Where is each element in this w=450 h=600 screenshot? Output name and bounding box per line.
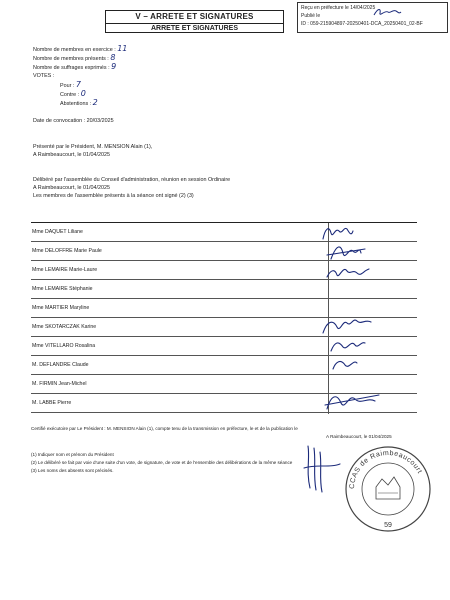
stamp-received-line: Reçu en préfecture le 14/04/2025 — [301, 5, 376, 11]
signature-row — [31, 394, 417, 413]
stamp-id-line: ID : 059-215904897-20250401-DCA_20250401_02-BF — [301, 21, 423, 27]
signatory-name: Mme MARTIER Maryline — [32, 305, 90, 311]
signature-row — [31, 223, 417, 242]
convocation-value: 20/03/2025 — [86, 118, 114, 124]
abstention-value: 2 — [92, 98, 98, 107]
for-value: 7 — [75, 80, 81, 89]
footnote-2: (2) Le délibéré se fait par voie d'une suite d'un vote, de signature, de vote et de l'ensemble des délibérations de la même séance — [31, 460, 293, 465]
abstention-label: Abstentions : — [60, 101, 92, 107]
against-value: 0 — [80, 89, 86, 98]
signatory-name: Mme DELOFFRE Marie Paule — [32, 248, 102, 254]
signatory-name: Mme LEMAIRE Stéphanie — [32, 286, 93, 292]
signature-row — [31, 356, 417, 375]
page-subtitle: ARRETE ET SIGNATURES — [106, 23, 283, 33]
signatory-name: M. DEFLANDRE Claude — [32, 362, 89, 368]
seal-number: 59 — [384, 522, 392, 529]
deliberation-line: Délibéré par l'assemblée du Conseil d'administration, réunion en session Ordinaire — [33, 177, 231, 183]
signature-row — [31, 242, 417, 261]
title-box — [105, 10, 284, 33]
present-label: Nombre de membres présents : — [33, 56, 109, 62]
against-line — [60, 90, 86, 99]
signatory-name: Mme VITELLARO Rosalina — [32, 343, 96, 349]
stamp-signature-icon — [372, 6, 402, 18]
signature-row — [31, 299, 417, 318]
signature-table — [31, 222, 417, 413]
seal-text: CCAS de Raimbeaucourt — [348, 449, 424, 490]
signature-row — [31, 337, 417, 356]
signature-row — [31, 375, 417, 394]
signatory-name: Mme SKOTARCZAK Karine — [32, 324, 97, 330]
votes-cast-line — [33, 63, 116, 72]
footnote-1: (1) Indiquer nom et prénom du Président — [31, 452, 114, 457]
convocation-label: Date de convocation : — [33, 118, 86, 124]
certification-line: Certifié exécutoire par Le Président : M. MENSION Alain (1), compte tenu de la transmission en préfecture, le et de la publication le — [31, 426, 298, 431]
members-value: 11 — [117, 44, 128, 53]
present-line — [33, 54, 115, 63]
for-label: Pour : — [60, 83, 75, 89]
convocation-line — [33, 117, 114, 125]
signatory-name: M. FIRMIN Jean-Michel — [32, 381, 87, 387]
signatory-name: M. LABBE Pierre — [32, 400, 72, 406]
footnote-3: (3) Les noms des absents sont précisés. — [31, 468, 114, 473]
votes-cast-value: 9 — [111, 62, 117, 71]
members-label: Nombre de membres en exercice : — [33, 47, 116, 53]
ccas-seal-icon — [342, 443, 434, 535]
signatory-name: Mme LEMAIRE Marie-Laure — [32, 267, 98, 273]
deliberation-place-line: A Raimbeaucourt, le 01/04/2025 — [33, 185, 111, 191]
abstention-line — [60, 99, 98, 108]
certification-place-line: A Raimbeaucourt, le 01/04/2025 — [326, 434, 392, 439]
signature-row — [31, 280, 417, 299]
stamp-published-line: Publié le — [301, 13, 321, 19]
votes-heading: VOTES : — [33, 73, 55, 79]
present-value: 8 — [110, 53, 116, 62]
signature-row — [31, 318, 417, 337]
chair-line: Présenté par le Président, M. MENSION Alain (1), — [33, 144, 153, 150]
signature-row — [31, 261, 417, 280]
against-label: Contre : — [60, 92, 80, 98]
votes-cast-label: Nombre de suffrages exprimés : — [33, 65, 110, 71]
for-line — [60, 81, 81, 90]
deliberation-signed-line: Les membres de l'assemblée présents à la séance ont signé (2) (3) — [33, 193, 194, 199]
page-title: V – ARRETE ET SIGNATURES — [135, 12, 254, 21]
signatory-name: Mme DAQUET Liliane — [32, 229, 83, 235]
chair-place-line: A Raimbeaucourt, le 01/04/2025 — [33, 152, 111, 158]
